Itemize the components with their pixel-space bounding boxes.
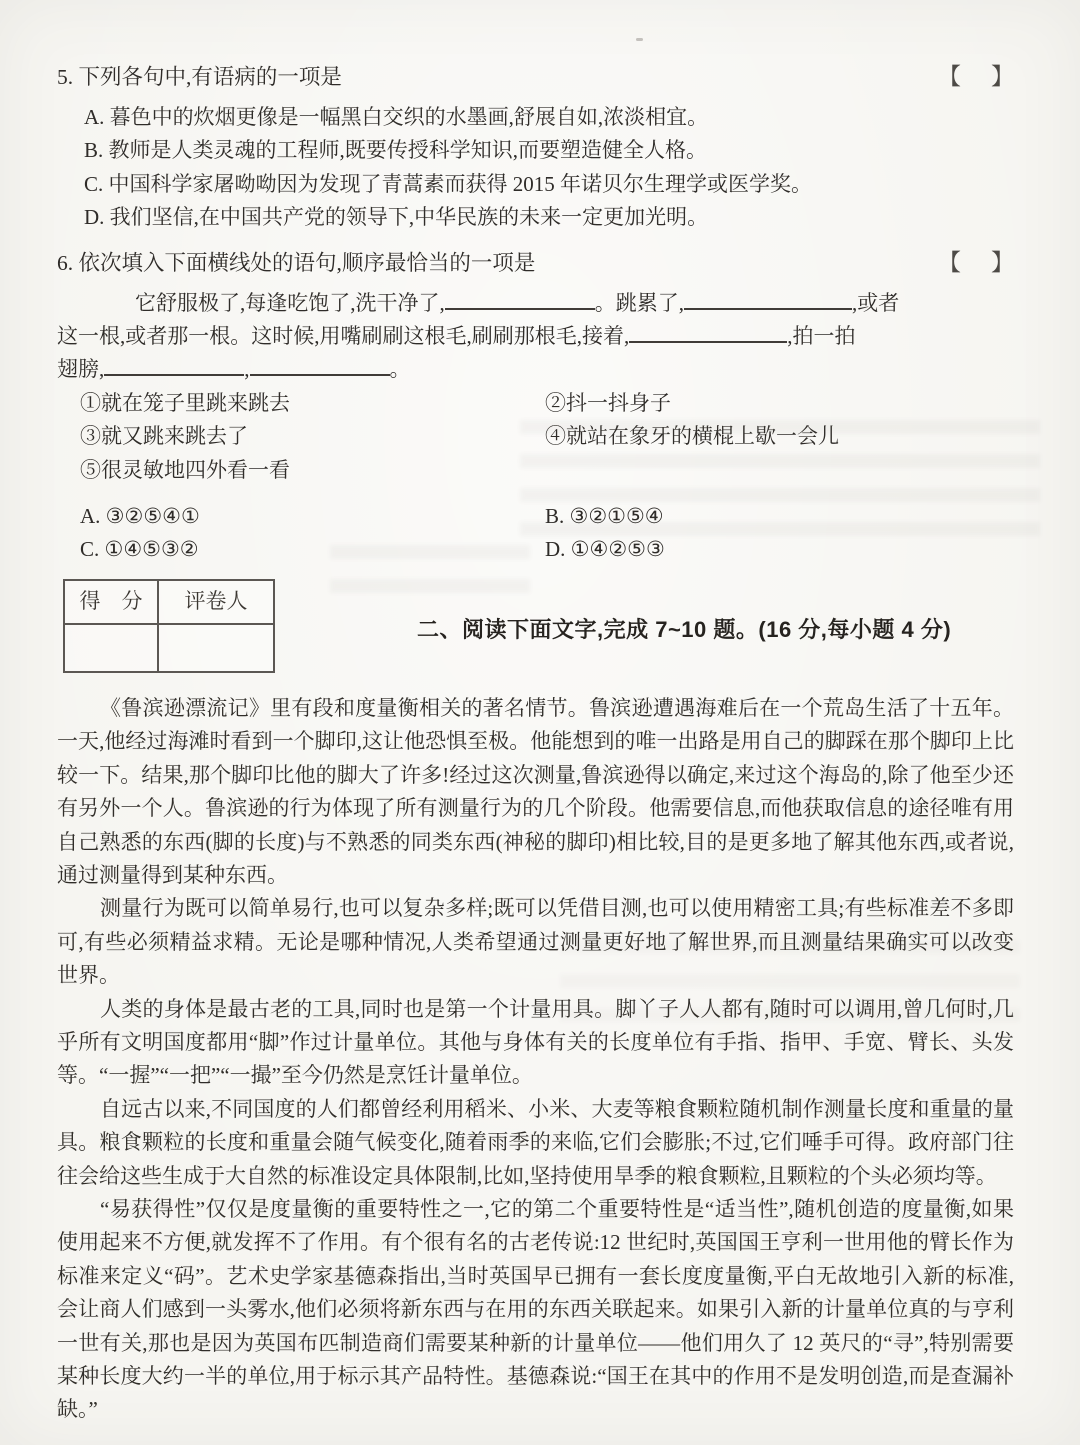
question-6-stem: 6. 依次填入下面横线处的语句,顺序最恰当的一项是 xyxy=(57,250,536,275)
item-5: ⑤很灵敏地四外看一看 xyxy=(80,457,290,482)
sentence-items-row xyxy=(57,387,1014,420)
fill-line-2: 这一根,或者那一根。这时候,用嘴刷刷这根毛,刷刷那根毛,接着, ,拍一拍 xyxy=(57,324,856,349)
scan-bleed-artifact xyxy=(560,940,1020,1030)
scan-speck xyxy=(636,38,643,41)
grader-cell-empty xyxy=(158,624,274,672)
reading-passage xyxy=(57,692,1014,1427)
question-6-head xyxy=(57,246,1014,280)
fill-line-3: 翅膀, , 。 xyxy=(57,357,411,382)
fill-line-1: 它舒服极了,每逢吃饱了,洗干净了, 。跳累了, ,或者 xyxy=(135,290,900,315)
blank-line xyxy=(104,374,244,376)
score-box xyxy=(63,579,275,673)
question-number: 5. xyxy=(57,65,74,89)
choice-c: C. ①④⑤③② xyxy=(80,537,199,562)
passage-paragraph-4: 自远古以来,不同国度的人们都曾经利用稻米、小米、大麦等粮食颗粒随机制作测量长度和重量的量具。粮食颗粒的长度和重量会随气候变化,随着雨季的来临,它们会膨胀;不过,它们唾手可得。政府部门往往会给这些生成于大自然的标准设定具体限制,比如,坚持使用旱季的粮食颗粒,且颗粒的个头必须均等。 xyxy=(57,1096,1014,1188)
option-c: C. 中国科学家屠呦呦因为发现了青蒿素而获得 2015 年诺贝尔生理学或医学奖。 xyxy=(84,171,813,196)
choice-d: D. ①④②⑤③ xyxy=(545,537,665,562)
section-2-header-row xyxy=(57,579,1014,673)
blank-line xyxy=(629,341,787,343)
grader-label: 评卷人 xyxy=(158,580,274,624)
passage-paragraph-2: 测量行为既可以简单易行,也可以复杂多样;既可以凭借目测,也可以使用精密工具;有些标准差不多即可,有些必须精益求精。无论是哪种情况,人类希望通过测量更好地了解世界,而且测量结果确实可以改变世界。 xyxy=(57,896,1014,988)
blank-line xyxy=(250,374,390,376)
option-b: B. 教师是人类灵魂的工程师,既要传授科学知识,而要塑造健全人格。 xyxy=(84,138,708,163)
item-4: ④就站在象牙的横棍上歇一会儿 xyxy=(545,424,839,449)
item-3: ③就又跳来跳去了 xyxy=(80,424,248,449)
blank-line xyxy=(684,308,852,310)
scan-bleed-artifact xyxy=(520,420,1040,550)
passage-paragraph-5: “易获得性”仅仅是度量衡的重要特性之一,它的第二个重要特性是“适当性”,随机创造的度量衡,如果使用起来不方便,就发挥不了作用。有个很有名的古老传说:12 世纪时,英国国王亨利一世用他的臂长作为标准来定义“码”。艺术史学家基德森指出,当时英国早已拥有一套长度度量衡,平白无故地引入新的标准,会让商人们感到一头雾水,他们必须将新东西与在用的东西关联起来。如果引入新的计量单位真的与亨利一世有关,那也是因为英国布匹制造商们需要某种新的计量单位——他们用久了 12 英尺的“寻”,特别需要某种长度大约一半的单位,用于标示其产品特性。基德森说:“国王在其中的作用不是发明创造,而是查漏补缺。” xyxy=(57,1196,1014,1422)
blank-line xyxy=(445,308,595,310)
question-5 xyxy=(57,60,1014,235)
passage-paragraph-1: 《鲁滨逊漂流记》里有段和度量衡相关的著名情节。鲁滨逊遭遇海难后在一个荒岛生活了十五年。一天,他经过海滩时看到一个脚印,这让他恐惧至极。他能想到的唯一出路是用自己的脚踩在那个脚印上比较一下。结果,那个脚印比他的脚大了许多!经过这次测量,鲁滨逊得以确定,来过这个海岛的,除了他至少还有另外一个人。鲁滨逊的行为体现了所有测量行为的几个阶段。他需要信息,而他获取信息的途径唯有用自己熟悉的东西(脚的长度)与不熟悉的同类东西(神秘的脚印)相比较,目的是更多地了解其他东西,或者说,通过测量得到某种东西。 xyxy=(57,695,1014,887)
item-1: ①就在笼子里跳来跳去 xyxy=(80,390,290,415)
question-5-stem: 5. 下列各句中,有语病的一项是 xyxy=(57,65,342,89)
scan-bleed-artifact xyxy=(330,545,530,605)
question-5-head xyxy=(57,60,1014,94)
score-cell-empty xyxy=(64,624,158,672)
score-label: 得 分 xyxy=(64,580,158,624)
option-d: D. 我们坚信,在中国共产党的领导下,中华民族的未来一定更加光明。 xyxy=(84,205,709,230)
question-number: 6. xyxy=(57,250,74,275)
choice-a: A. ③②⑤④① xyxy=(80,504,200,529)
passage-paragraph-3: 人类的身体是最古老的工具,同时也是第一个计量用具。脚丫子人人都有,随时可以调用,曾几何时,几乎所有文明国度都用“脚”作过计量单位。其他与身体有关的长度单位有手指、指甲、手宽、臂长、头发等。“一握”“一把”“一撮”至今仍然是烹饪计量单位。 xyxy=(57,996,1014,1088)
option-a: A. 暮色中的炊烟更像是一幅黑白交织的水墨画,舒展自如,浓淡相宜。 xyxy=(84,105,709,129)
section-2-heading: 二、阅读下面文字,完成 7~10 题。(16 分,每小题 4 分) xyxy=(417,616,952,642)
answer-bracket: 【 】 xyxy=(938,249,1014,275)
item-2: ②抖一抖身子 xyxy=(545,390,671,415)
choice-b: B. ③②①⑤④ xyxy=(545,504,664,529)
answer-bracket: 【 】 xyxy=(938,64,1014,89)
